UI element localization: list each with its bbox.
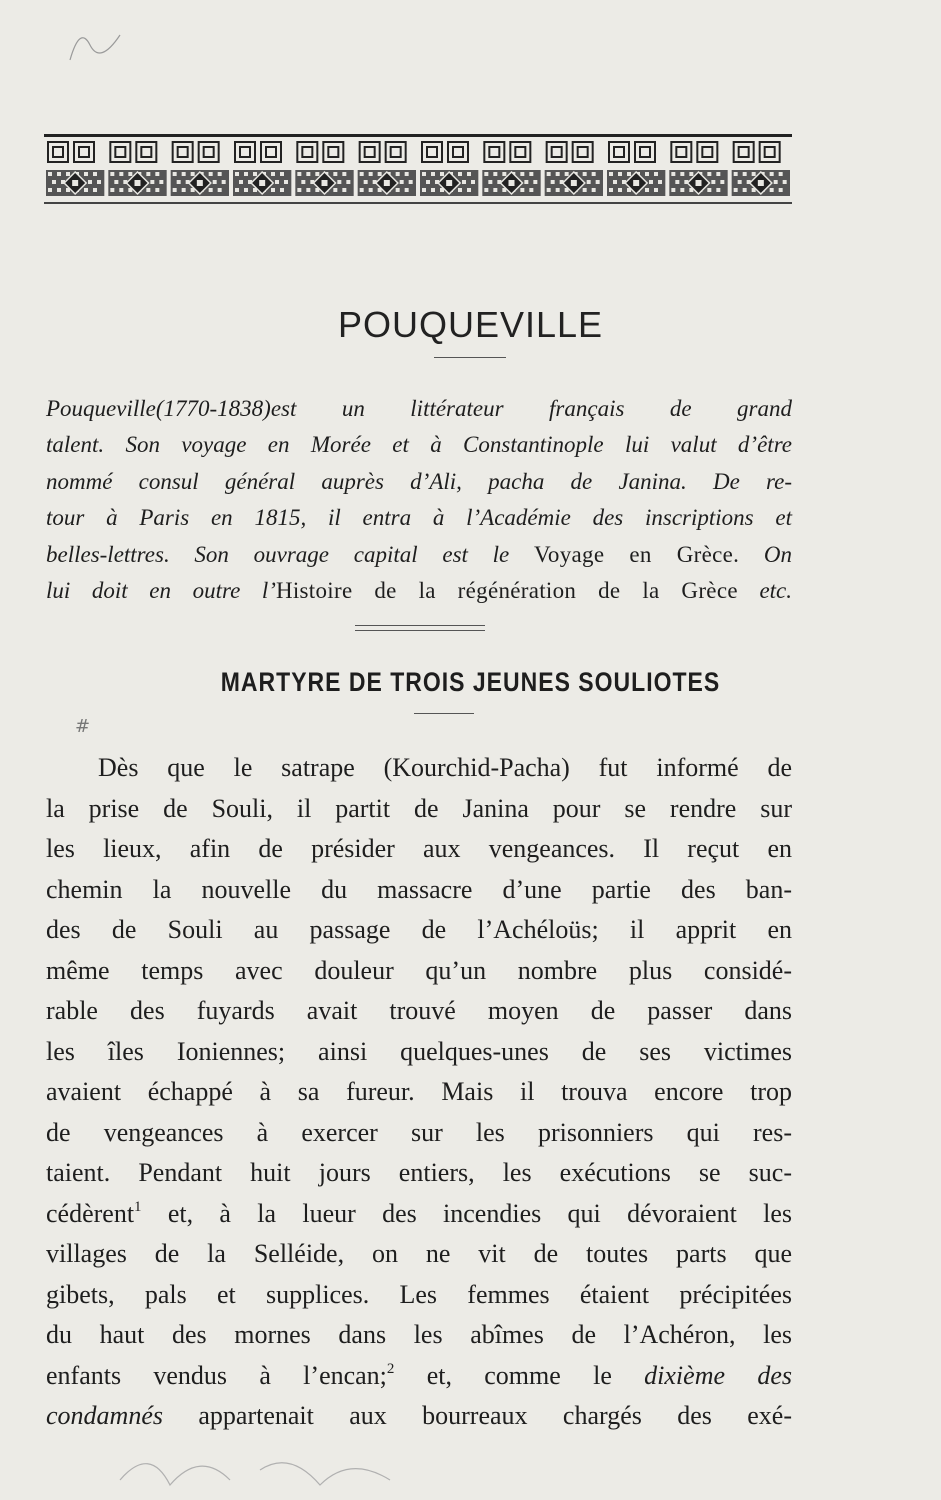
greek-key-border-ornament [44, 134, 792, 206]
title-divider [434, 357, 506, 358]
body-line: villages de la Selléide, on ne vit de toutes parts que [46, 1239, 792, 1268]
body-line: les îles Ioniennes; ainsi quelques-unes de ses victimes [46, 1036, 792, 1066]
body-line: gibets, pals et supplices. Les femmes étaient précipitées [46, 1279, 792, 1309]
section-divider-bottom [355, 630, 485, 631]
body-line: les lieux, afin de présider aux vengeances. Il reçut en [46, 834, 792, 863]
body-line: taient. Pendant huit jours entiers, les exécutions se suc- [46, 1158, 792, 1187]
section-title: MARTYRE DE TROIS JEUNES SOULIOTES [220, 667, 721, 697]
book-title-histoire: Histoire de la régénération de la Grèce [275, 578, 738, 604]
intro-line-4: tour à Paris en 1815, il entra à l’Académie des inscriptions et [46, 505, 792, 531]
intro-line-2: talent. Son voyage en Morée et à Constantinople lui valut d’être [46, 432, 792, 458]
page-title: POUQUEVILLE [337, 304, 604, 345]
body-line: de vengeances à exercer sur les prisonniers qui res- [46, 1117, 792, 1147]
author-intro [46, 391, 792, 609]
body-line: même temps avec douleur qu’un nombre plus considé- [46, 955, 792, 985]
book-title-voyage: Voyage en Grèce. [533, 541, 740, 567]
body-line: rable des fuyards avait trouvé moyen de passer dans [46, 996, 792, 1025]
story-text [46, 748, 792, 1437]
body-line: chemin la nouvelle du massacre d’une partie des ban- [46, 874, 792, 904]
margin-annotation-mark: # [75, 716, 91, 737]
intro-line-1: Pouqueville(1770-1838)est un littérateur français de grand [46, 396, 792, 421]
body-line: avaient échappé à sa fureur. Mais il trouva encore trop [46, 1077, 792, 1106]
intro-line-6: lui doit en outre l’Histoire de la régénération de la Grèce etc. [46, 578, 793, 604]
footnote-ref-2: 2 [386, 1360, 395, 1377]
body-line: la prise de Souli, il partit de Janina pour se rendre sur [46, 793, 792, 823]
body-line: du haut des mornes dans les abîmes de l’Achéron, les [46, 1320, 792, 1349]
pencil-scribble-bottom [110, 1440, 410, 1500]
body-line: Dès que le satrape (Kourchid-Pacha) fut informé de [98, 753, 792, 782]
body-line: condamnés appartenait aux bourreaux chargés des exé- [46, 1401, 792, 1430]
footnote-ref-1: 1 [134, 1198, 142, 1215]
body-line: enfants vendus à l’encan;$^2$ et, comme le dixième des [46, 1360, 792, 1390]
intro-line-3: nommé consul général auprès d’Ali, pacha de Janina. De re- [46, 468, 792, 494]
body-line: des de Souli au passage de l’Achéloüs; il apprit en [46, 915, 792, 944]
pencil-scribble-top [60, 15, 130, 75]
intro-line-5: belles-lettres. Son ouvrage capital est le Voyage en Grèce. On [46, 541, 792, 567]
subtitle-divider [414, 713, 474, 714]
body-line: cédèrent$^1$ et, à la lueur des incendies qui dévoraient les [46, 1198, 792, 1228]
section-divider-top [355, 625, 485, 626]
